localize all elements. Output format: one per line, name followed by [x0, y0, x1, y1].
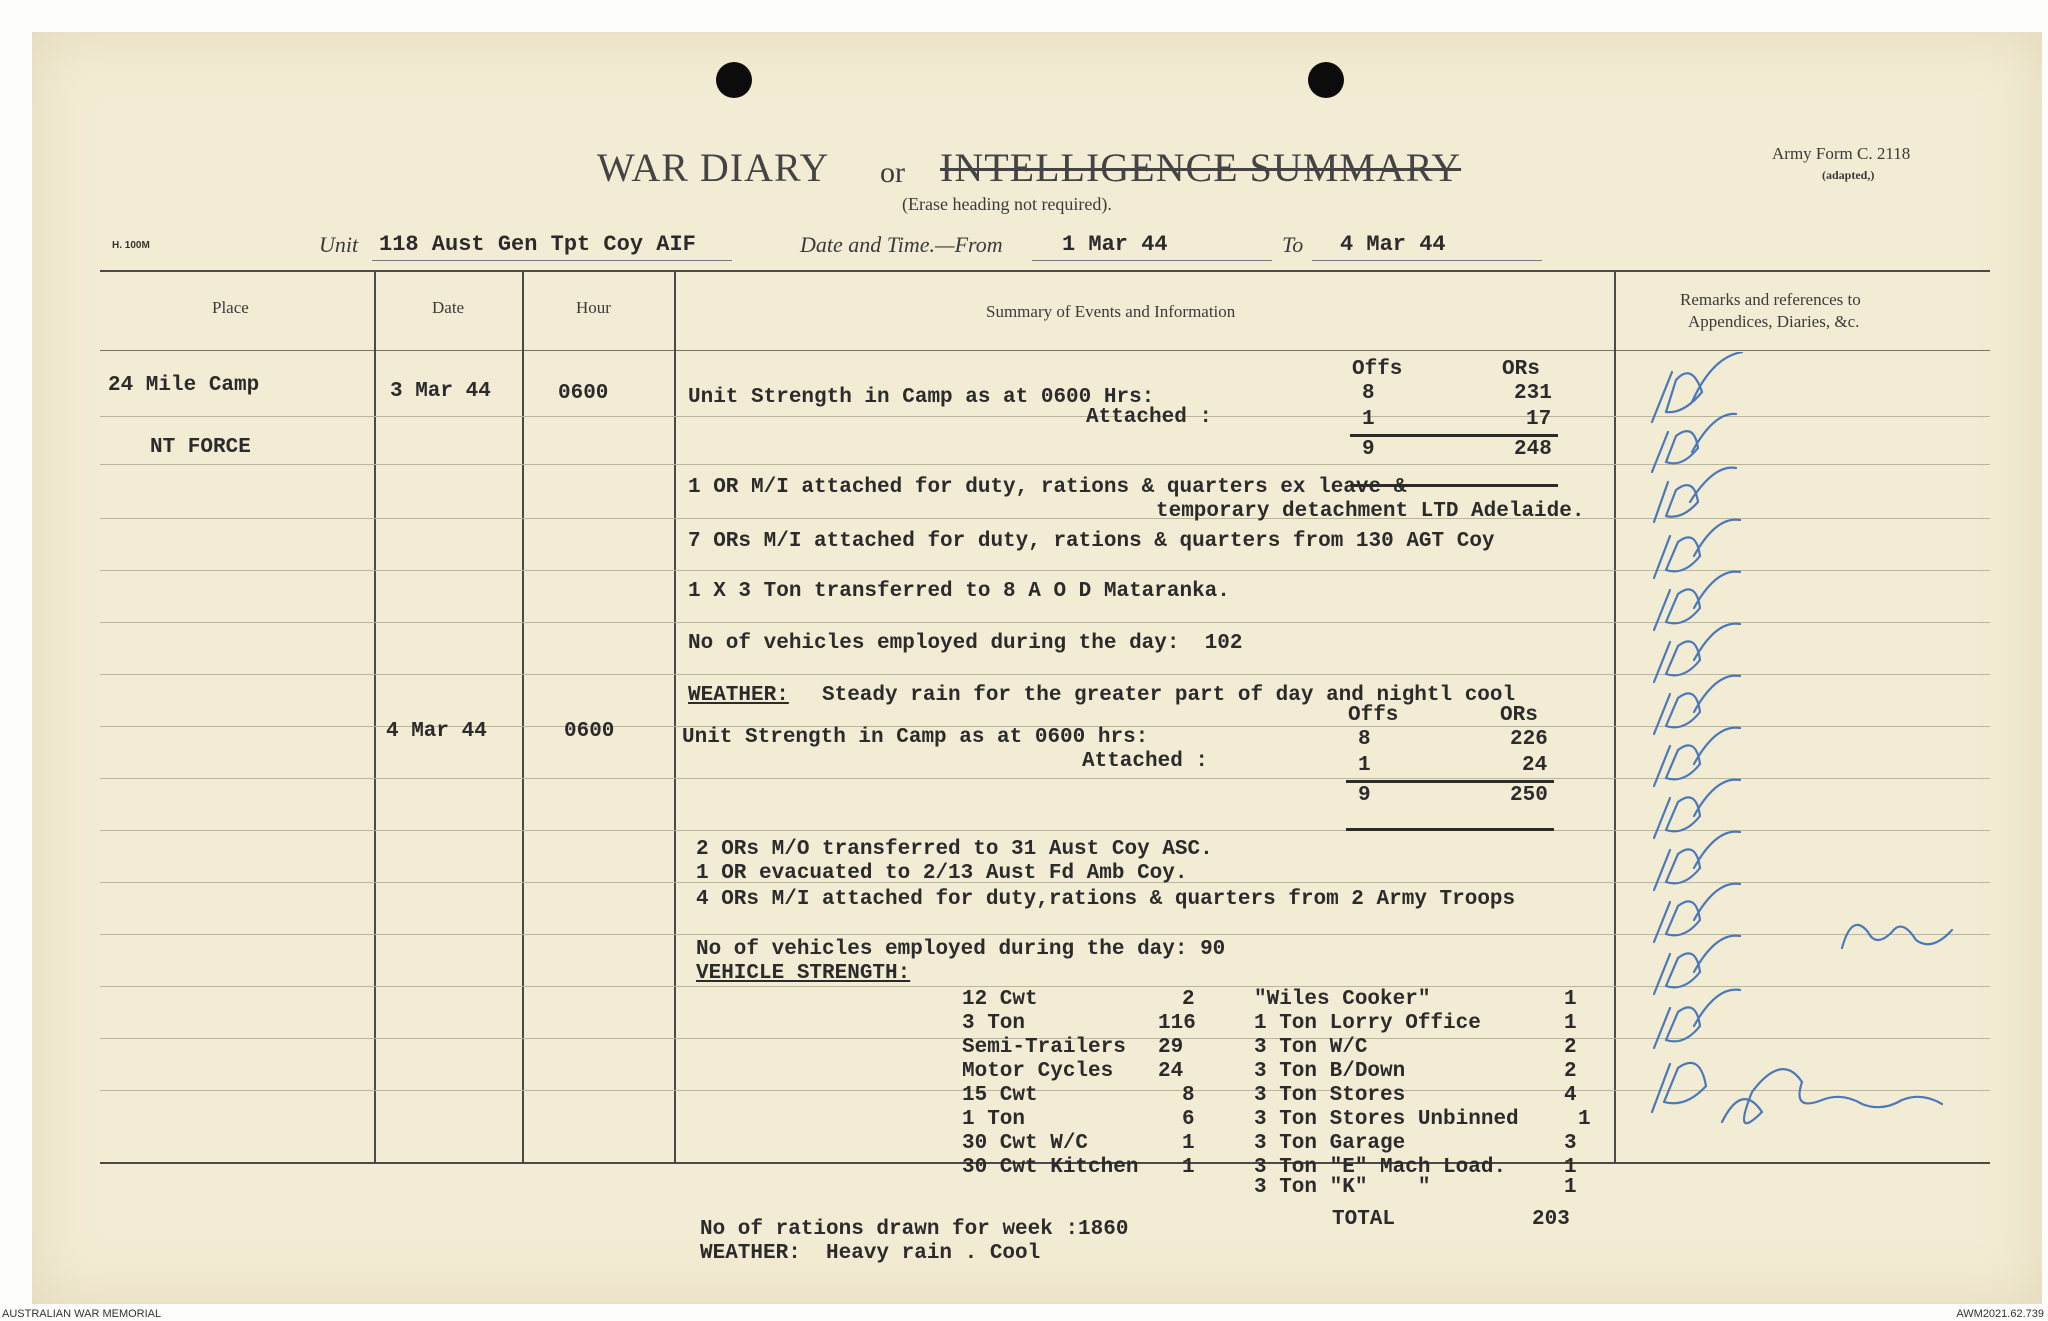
entry2-attached-label: Attached : — [1082, 750, 1209, 773]
vehicle-right-name: 3 Ton B/Down — [1254, 1060, 1406, 1083]
col-header-summary: Summary of Events and Information — [986, 302, 1236, 321]
vehicle-right-name: 3 Ton Stores Unbinned — [1254, 1108, 1519, 1131]
entry1-offs-total: 9 — [1362, 438, 1375, 461]
entry2-date: 4 Mar 44 — [386, 720, 487, 743]
entry1-line-1a: 1 OR M/I attached for duty, rations & quarters ex leave & — [688, 476, 1407, 499]
entry1-ors-2: 17 — [1526, 408, 1552, 431]
vehicle-right-name: 3 Ton Stores — [1254, 1084, 1406, 1107]
punch-hole-right — [1308, 62, 1344, 98]
entry2-line-4: No of vehicles employed during the day: 90 — [696, 938, 1226, 961]
entry1-ors-header: ORs — [1502, 358, 1540, 381]
entry2-vehicle-label: VEHICLE STRENGTH: — [696, 962, 911, 985]
form-number: Army Form C. 2118 — [1772, 144, 1911, 163]
vehicle-left-name: Motor Cycles — [962, 1060, 1114, 1083]
title-intelligence-summary: INTELLIGENCE SUMMARY — [940, 145, 1462, 190]
entry1-place-force: NT FORCE — [150, 436, 251, 459]
vehicle-right-qty: 2 — [1564, 1036, 1577, 1059]
vehicle-right-qty: 1 — [1564, 1176, 1577, 1199]
date-from-value: 1 Mar 44 — [1062, 232, 1168, 257]
footer-left: AUSTRALIAN WAR MEMORIAL — [2, 1308, 162, 1320]
entry2-sum-line — [1346, 780, 1554, 783]
footer-right: AWM2021.62.739 — [1956, 1308, 2044, 1320]
col-divider-hour — [674, 270, 676, 1162]
date-to-value: 4 Mar 44 — [1340, 232, 1446, 257]
vehicle-left-name: 12 Cwt — [962, 988, 1038, 1011]
handwritten-initials-signature — [1632, 352, 1992, 1212]
vehicle-left-qty: 24 — [1158, 1060, 1184, 1083]
vehicle-left-name: 1 Ton — [962, 1108, 1026, 1131]
title-war-diary: WAR DIARY — [597, 145, 830, 190]
col-divider-date — [522, 270, 524, 1162]
entry2-offs-1: 8 — [1358, 728, 1371, 751]
vehicle-left-qty: 8 — [1182, 1084, 1195, 1107]
entry1-place-camp: 24 Mile Camp — [108, 374, 260, 397]
vehicle-right-qty: 4 — [1564, 1084, 1577, 1107]
h-code: H. 100M — [112, 240, 150, 251]
vehicle-right-name: 3 Ton W/C — [1254, 1036, 1368, 1059]
vehicle-right-qty: 3 — [1564, 1132, 1577, 1155]
entry2-line-3: 4 ORs M/I attached for duty,rations & quarters from 2 Army Troops — [696, 888, 1516, 911]
entry1-sum-line — [1350, 434, 1558, 437]
table-top-border — [100, 270, 1990, 272]
entry2-weather-label: WEATHER: — [700, 1242, 801, 1265]
entry1-offs-header: Offs — [1352, 358, 1403, 381]
vehicle-right-qty: 1 — [1564, 1156, 1577, 1179]
vehicle-left-qty: 1 — [1182, 1132, 1195, 1155]
form-adapted: (adapted,) — [1822, 168, 1875, 182]
entry1-line-1b: temporary detachment LTD Adelaide. — [1156, 500, 1585, 523]
title-or: or — [880, 156, 905, 189]
date-time-label: Date and Time.—From — [800, 232, 1003, 257]
col-divider-summary — [1614, 270, 1616, 1162]
vehicle-left-qty: 29 — [1158, 1036, 1184, 1059]
col-header-remarks-2: Appendices, Diaries, &c. — [1688, 312, 1860, 331]
entry1-offs-1: 8 — [1362, 382, 1375, 405]
entry2-weather-text: Heavy rain . Cool — [826, 1242, 1041, 1265]
entry2-hour: 0600 — [564, 720, 615, 743]
vehicle-left-qty: 116 — [1158, 1012, 1196, 1035]
col-divider-place — [374, 270, 376, 1162]
entry1-ors-1: 231 — [1514, 382, 1552, 405]
entry1-hour: 0600 — [558, 382, 609, 405]
vehicle-left-qty: 2 — [1182, 988, 1195, 1011]
vehicle-total-value: 203 — [1532, 1208, 1570, 1231]
vehicle-left-qty: 6 — [1182, 1108, 1195, 1131]
entry1-strength-line: Unit Strength in Camp as at 0600 Hrs: — [688, 386, 1155, 409]
entry1-line-2: 7 ORs M/I attached for duty, rations & quarters from 130 AGT Coy — [688, 530, 1495, 553]
header-row-divider — [100, 350, 1990, 351]
war-diary-sheet — [32, 32, 2042, 1304]
vehicle-right-name: 1 Ton Lorry Office — [1254, 1012, 1481, 1035]
unit-value: 118 Aust Gen Tpt Coy AIF — [379, 232, 696, 257]
entry1-weather-text: Steady rain for the greater part of day and nightl cool — [822, 684, 1516, 707]
col-header-hour: Hour — [576, 298, 611, 317]
entry2-ors-1: 226 — [1510, 728, 1548, 751]
vehicle-right-name: 3 Ton "E" Mach Load. — [1254, 1156, 1507, 1179]
vehicle-left-qty: 1 — [1182, 1156, 1195, 1179]
entry1-line-3: 1 X 3 Ton transferred to 8 A O D Mataranka. — [688, 580, 1230, 603]
entry1-date: 3 Mar 44 — [390, 380, 491, 403]
col-header-place: Place — [212, 298, 249, 317]
unit-label: Unit — [319, 232, 359, 257]
vehicle-left-name: 30 Cwt W/C — [962, 1132, 1089, 1155]
vehicle-total-label: TOTAL — [1332, 1208, 1396, 1231]
vehicle-right-qty: 1 — [1564, 1012, 1577, 1035]
date-to-label: To — [1282, 232, 1304, 257]
vehicle-right-qty: 1 — [1578, 1108, 1591, 1131]
vehicle-right-name: 3 Ton "K" " — [1254, 1176, 1431, 1199]
rations-line: No of rations drawn for week :1860 — [700, 1218, 1129, 1241]
from-underline — [1032, 260, 1272, 261]
col-header-remarks-1: Remarks and references to — [1680, 290, 1861, 309]
to-underline — [1312, 260, 1542, 261]
entry2-line-1: 2 ORs M/O transferred to 31 Aust Coy ASC. — [696, 838, 1213, 861]
entry2-ors-2: 24 — [1522, 754, 1548, 777]
vehicle-left-name: Semi-Trailers — [962, 1036, 1126, 1059]
entry2-offs-header: Offs — [1348, 704, 1399, 727]
entry2-ors-header: ORs — [1500, 704, 1538, 727]
vehicle-left-name: 15 Cwt — [962, 1084, 1038, 1107]
entry1-line-4: No of vehicles employed during the day: 102 — [688, 632, 1243, 655]
entry2-line-2: 1 OR evacuated to 2/13 Aust Fd Amb Coy. — [696, 862, 1188, 885]
entry2-total-line — [1346, 828, 1554, 831]
vehicle-right-name: "Wiles Cooker" — [1254, 988, 1431, 1011]
entry1-attached-label: Attached : — [1086, 406, 1213, 429]
erase-note: (Erase heading not required). — [902, 194, 1112, 214]
vehicle-right-qty: 2 — [1564, 1060, 1577, 1083]
entry1-weather-label: WEATHER: — [688, 684, 789, 707]
vehicle-left-name: 30 Cwt Kitchen — [962, 1156, 1139, 1179]
entry1-offs-2: 1 — [1362, 408, 1375, 431]
entry2-offs-total: 9 — [1358, 784, 1371, 807]
entry1-ors-total: 248 — [1514, 438, 1552, 461]
vehicle-left-name: 3 Ton — [962, 1012, 1026, 1035]
entry2-strength-line: Unit Strength in Camp as at 0600 hrs: — [682, 726, 1149, 749]
entry2-ors-total: 250 — [1510, 784, 1548, 807]
punch-hole-left — [716, 62, 752, 98]
entry2-offs-2: 1 — [1358, 754, 1371, 777]
vehicle-right-qty: 1 — [1564, 988, 1577, 1011]
unit-underline — [372, 260, 732, 261]
col-header-date: Date — [432, 298, 465, 317]
vehicle-right-name: 3 Ton Garage — [1254, 1132, 1406, 1155]
